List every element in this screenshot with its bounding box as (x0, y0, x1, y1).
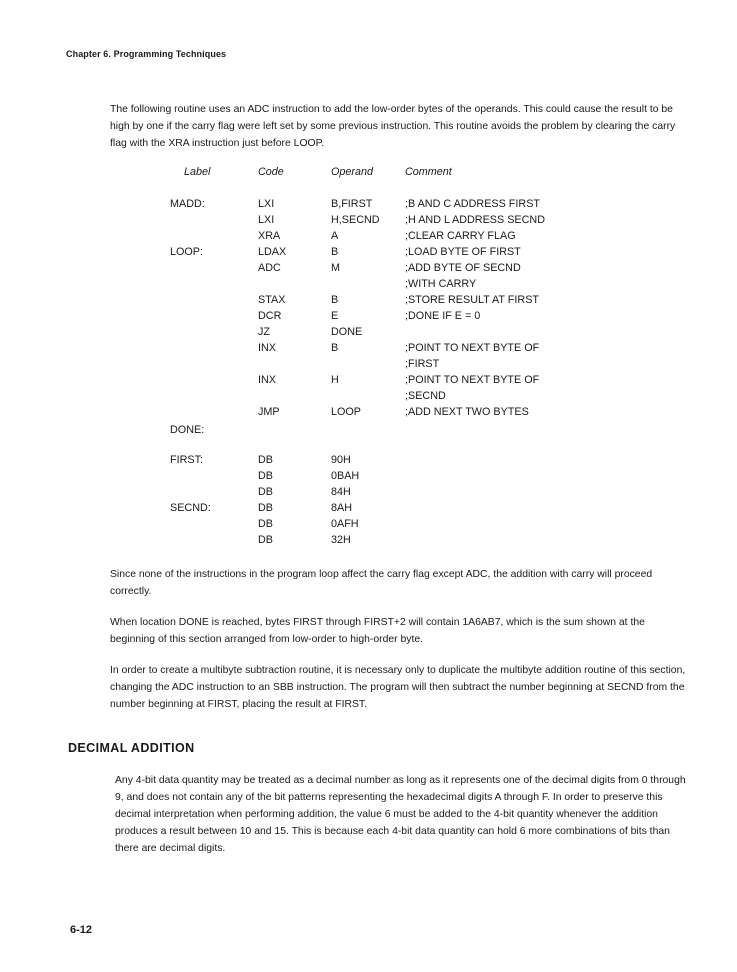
code-comment: ;STORE RESULT AT FIRST (405, 294, 539, 306)
code-row (170, 406, 630, 422)
code-row (170, 534, 630, 550)
code-row (170, 230, 630, 246)
code-row (170, 424, 630, 440)
done-paragraph: When location DONE is reached, bytes FIRST through FIRST+2 will contain 1A6AB7, which is the sum shown at the beginning of this section arranged from low-order to high-order byte. (110, 617, 645, 645)
code-operand: B (331, 294, 339, 306)
code-operand: H,SECND (331, 214, 380, 226)
operand-column-header: Operand (331, 166, 374, 178)
code-operand: B (331, 246, 339, 258)
page-number: 6-12 (70, 924, 93, 936)
code-operand: B (331, 342, 339, 354)
code-mnemonic: XRA (258, 230, 281, 242)
carry-paragraph: Since none of the instructions in the program loop affect the carry flag except ADC, the addition with carry will proceed correctly. (110, 569, 653, 597)
code-operand: LOOP (331, 406, 362, 418)
code-mnemonic: LXI (258, 214, 275, 226)
code-row (170, 470, 630, 486)
section-heading: DECIMAL ADDITION (68, 741, 195, 755)
code-comment: ;LOAD BYTE OF FIRST (405, 246, 521, 258)
code-comment: ;WITH CARRY (405, 278, 477, 290)
label-column-header: Label (184, 166, 211, 178)
code-row (170, 454, 630, 470)
code-listing-header (170, 166, 630, 182)
code-row (170, 214, 630, 230)
chapter-header: Chapter 6. Programming Techniques (66, 49, 227, 59)
code-operand: A (331, 230, 339, 242)
code-row (170, 502, 630, 518)
code-mnemonic: DB (258, 486, 273, 498)
code-label: LOOP: (170, 246, 204, 258)
code-row (170, 198, 630, 214)
code-mnemonic: DB (258, 502, 273, 514)
code-row (170, 294, 630, 310)
code-label: SECND: (170, 502, 211, 514)
code-comment: ;POINT TO NEXT BYTE OF (405, 342, 540, 354)
code-operand: B,FIRST (331, 198, 373, 210)
code-operand: 0BAH (331, 470, 360, 482)
code-row (170, 342, 630, 358)
code-row (170, 358, 630, 374)
code-row (170, 326, 630, 342)
code-operand: E (331, 310, 339, 322)
code-mnemonic: DB (258, 470, 273, 482)
code-row (170, 262, 630, 278)
code-comment: ;FIRST (405, 358, 440, 370)
code-comment: ;B AND C ADDRESS FIRST (405, 198, 540, 210)
comment-column-header: Comment (405, 166, 452, 178)
code-mnemonic: DB (258, 518, 273, 530)
code-mnemonic: LXI (258, 198, 275, 210)
code-mnemonic: INX (258, 342, 276, 354)
code-mnemonic: DCR (258, 310, 282, 322)
code-mnemonic: INX (258, 374, 276, 386)
code-comment: ;SECND (405, 390, 446, 402)
code-comment: ;POINT TO NEXT BYTE OF (405, 374, 540, 386)
code-operand: 0AFH (331, 518, 359, 530)
code-row (170, 518, 630, 534)
code-row (170, 278, 630, 294)
code-column-header: Code (258, 166, 284, 178)
code-mnemonic: STAX (258, 294, 286, 306)
code-comment: ;ADD NEXT TWO BYTES (405, 406, 529, 418)
code-mnemonic: LDAX (258, 246, 287, 258)
code-comment: ;ADD BYTE OF SECND (405, 262, 521, 274)
code-label: DONE: (170, 424, 205, 436)
code-operand: H (331, 374, 339, 386)
code-mnemonic: DB (258, 534, 273, 546)
code-row (170, 486, 630, 502)
code-comment: ;DONE IF E = 0 (405, 310, 481, 322)
decimal-paragraph: Any 4-bit data quantity may be treated as a decimal number as long as it represents one of the decimal digits from 0 through 9, and does not contain any of the bit patterns representing the hexadecimal digits A through F. In order to preserve this decimal interpretation when performing addition, the value 6 must be added to the 4-bit quantity whenever the addition produces a result between 10 and 15. This is because each 4-bit data quantity can hold 6 more combinations of bits than there are decimal digits. (115, 775, 686, 854)
code-mnemonic: DB (258, 454, 273, 466)
code-label: FIRST: (170, 454, 203, 466)
code-row (170, 246, 630, 262)
code-operand: 32H (331, 534, 351, 546)
subtraction-paragraph: In order to create a multibyte subtraction routine, it is necessary only to duplicate the multibyte addition routine of this section, changing the ADC instruction to an SBB instruction. The program will then subtract the number beginning at SECND from the number beginning at FIRST, placing the result at FIRST. (110, 665, 686, 710)
code-mnemonic: JZ (258, 326, 270, 338)
code-mnemonic: JMP (258, 406, 280, 418)
code-row (170, 374, 630, 390)
code-mnemonic: ADC (258, 262, 281, 274)
intro-paragraph: The following routine uses an ADC instruction to add the low-order bytes of the operands. This could cause the result to be high by one if the carry flag were left set by some previous instruction. This routine avoids the problem by clearing the carry flag with the XRA instruction just before LOOP. (110, 104, 676, 149)
code-operand: 8AH (331, 502, 353, 514)
code-operand: DONE (331, 326, 363, 338)
code-row (170, 310, 630, 326)
code-operand: 90H (331, 454, 351, 466)
code-comment: ;CLEAR CARRY FLAG (405, 230, 516, 242)
code-row (170, 390, 630, 406)
code-label: MADD: (170, 198, 205, 210)
code-operand: 84H (331, 486, 351, 498)
code-operand: M (331, 262, 340, 274)
code-comment: ;H AND L ADDRESS SECND (405, 214, 545, 226)
